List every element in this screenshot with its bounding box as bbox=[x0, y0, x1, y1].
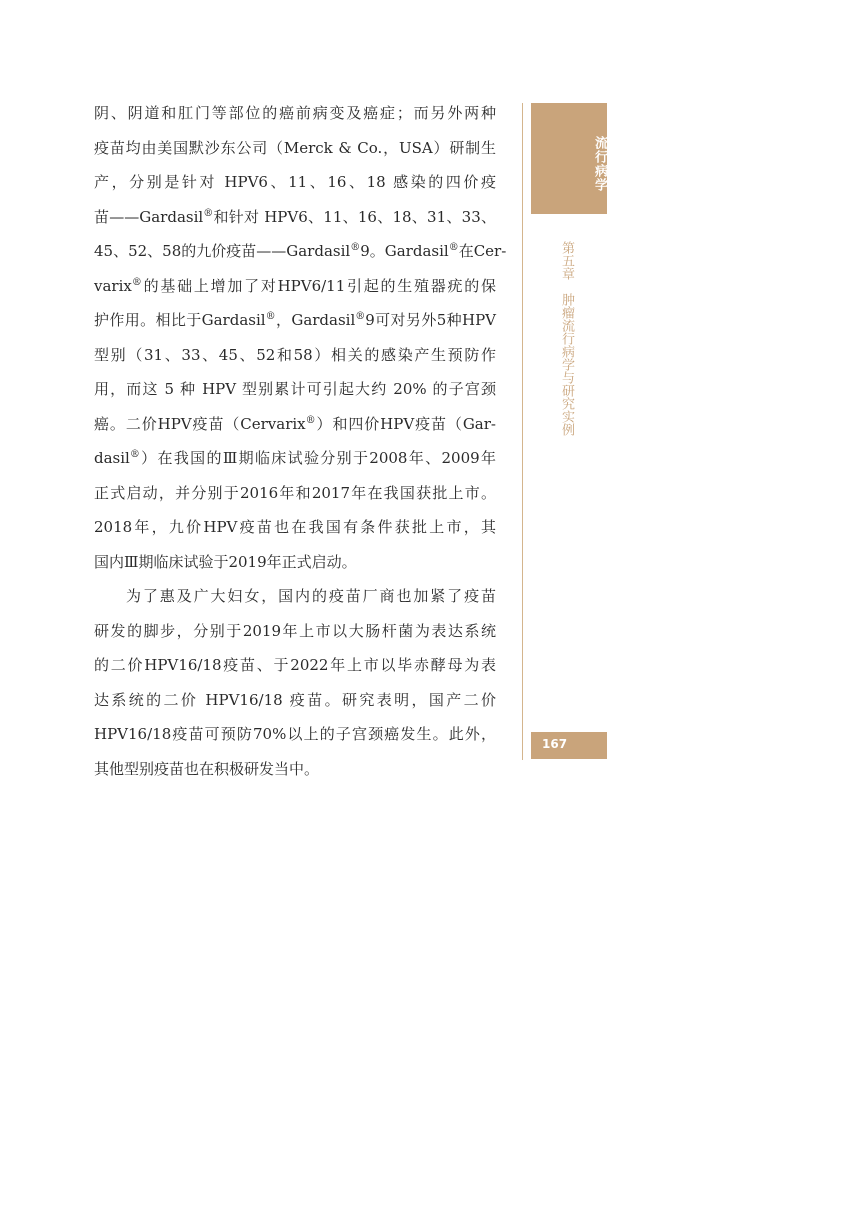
text-segment: 癌。二价HPV疫苗（Cervarix bbox=[94, 414, 306, 433]
registered-mark: ® bbox=[350, 242, 361, 253]
text-segment: 护作用。相比于Gardasil bbox=[94, 311, 266, 329]
text-line bbox=[94, 407, 496, 442]
section-tab bbox=[531, 103, 607, 214]
registered-mark: ® bbox=[129, 449, 140, 460]
text-line: 国内Ⅲ期临床试验于2019年正式启动。 bbox=[94, 552, 357, 571]
text-segment: varix bbox=[94, 276, 132, 295]
text-line: 达系统的二价 HPV16/18 疫苗。研究表明，国产二价 bbox=[94, 690, 496, 709]
text-line bbox=[94, 234, 507, 269]
registered-mark: ® bbox=[265, 311, 276, 322]
text-line bbox=[94, 303, 496, 338]
text-segment: 9。Gardasil bbox=[360, 242, 449, 260]
section-tab-label: 流行病学 bbox=[592, 136, 607, 192]
text-line bbox=[94, 200, 496, 235]
text-line bbox=[94, 269, 496, 304]
text-segment: 和针对 HPV6、11、16、18、31、33、 bbox=[213, 207, 496, 226]
text-line: 产，分别是针对 HPV6、11、16、18 感染的四价疫 bbox=[94, 173, 496, 191]
text-segment: 在Cer- bbox=[458, 242, 507, 260]
text-line: 研发的脚步，分别于2019年上市以大肠杆菌为表达系统 bbox=[94, 621, 496, 640]
text-line bbox=[94, 441, 496, 476]
text-segment: 9可对另外5种HPV bbox=[365, 311, 496, 329]
body-text bbox=[94, 96, 507, 786]
chapter-title: 第五章 肿瘤流行病学与研究实例 bbox=[559, 241, 574, 436]
registered-mark: ® bbox=[203, 207, 214, 219]
registered-mark: ® bbox=[355, 311, 366, 322]
text-line: 疫苗均由美国默沙东公司（Merck & Co.，USA）研制生 bbox=[94, 138, 496, 157]
text-segment: dasil bbox=[94, 449, 130, 467]
page-number-box bbox=[531, 732, 607, 759]
text-line: 型别（31、33、45、52和58）相关的感染产生预防作 bbox=[94, 345, 496, 364]
text-line: 的二价HPV16/18疫苗、于2022年上市以毕赤酵母为表 bbox=[94, 656, 496, 674]
text-line: 为了惠及广大妇女，国内的疫苗厂商也加紧了疫苗 bbox=[126, 587, 496, 605]
text-line: 2018年，九价HPV疫苗也在我国有条件获批上市，其 bbox=[94, 518, 496, 536]
text-line: 阴、阴道和肛门等部位的癌前病变及癌症；而另外两种 bbox=[94, 104, 496, 122]
text-segment: 45、52、58的九价疫苗——Gardasil bbox=[94, 242, 351, 260]
text-segment: ，Gardasil bbox=[275, 311, 356, 329]
registered-mark: ® bbox=[305, 414, 316, 426]
page-number: 167 bbox=[542, 737, 568, 751]
text-segment: ）和四价HPV疫苗（Gar- bbox=[315, 414, 496, 433]
registered-mark: ® bbox=[448, 242, 459, 253]
text-segment: ）在我国的Ⅲ期临床试验分别于2008年、2009年 bbox=[139, 449, 496, 467]
text-line: 用，而这 5 种 HPV 型别累计可引起大约 20% 的子宫颈 bbox=[94, 380, 496, 398]
registered-mark: ® bbox=[131, 276, 142, 288]
text-line: 其他型别疫苗也在积极研发当中。 bbox=[94, 759, 320, 778]
text-segment: 的基础上增加了对HPV6/11引起的生殖器疣的保 bbox=[141, 276, 496, 295]
text-line: HPV16/18疫苗可预防70%以上的子宫颈癌发生。此外， bbox=[94, 725, 496, 743]
text-segment: 苗——Gardasil bbox=[94, 207, 204, 226]
text-line: 正式启动，并分别于2016年和2017年在我国获批上市。 bbox=[94, 483, 496, 502]
margin-divider bbox=[522, 103, 523, 760]
